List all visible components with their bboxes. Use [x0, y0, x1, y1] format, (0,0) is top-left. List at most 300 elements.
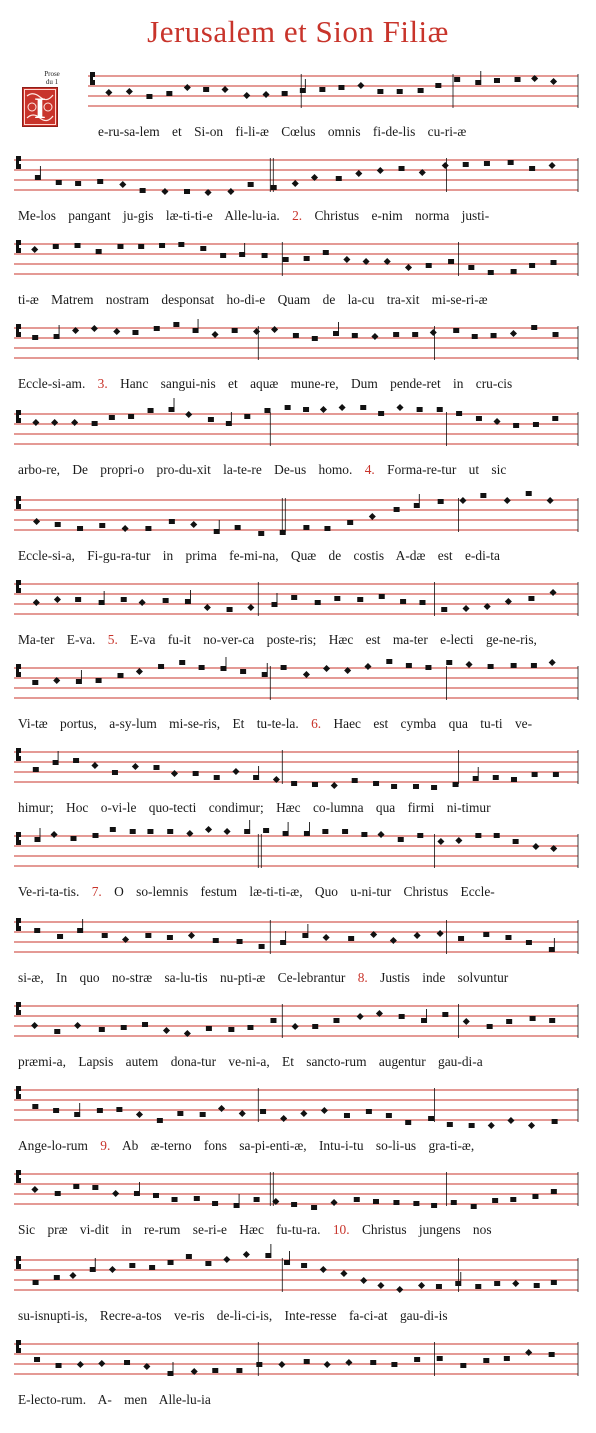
punctum-note: [386, 1113, 392, 1118]
punctum-note: [200, 246, 206, 251]
rhombus-note: [247, 604, 254, 611]
punctum-note: [167, 935, 173, 940]
punctum-note: [453, 782, 459, 787]
rhombus-note: [136, 668, 143, 675]
punctum-note: [212, 1368, 218, 1373]
punctum-note: [476, 416, 482, 421]
lyric-text: Christus jungens nos: [361, 1222, 492, 1237]
punctum-note: [121, 1025, 127, 1030]
lyric-text: Eccle-si-am.: [18, 376, 86, 391]
punctum-note: [373, 1199, 379, 1204]
punctum-note: [551, 1280, 557, 1285]
punctum-note: [460, 1363, 466, 1368]
punctum-note: [239, 252, 245, 257]
rhombus-note: [292, 1023, 299, 1030]
punctum-note: [528, 596, 534, 601]
punctum-note: [178, 242, 184, 247]
rhombus-note: [132, 763, 139, 770]
punctum-note: [247, 1025, 253, 1030]
rhombus-note: [323, 665, 330, 672]
punctum-note: [446, 660, 452, 665]
rhombus-note: [455, 837, 462, 844]
punctum-note: [532, 772, 538, 777]
rhombus-note: [243, 92, 250, 99]
punctum-note: [167, 1371, 173, 1376]
punctum-note: [54, 334, 60, 339]
punctum-note: [494, 1281, 500, 1286]
punctum-note: [451, 1200, 457, 1205]
punctum-note: [504, 1356, 510, 1361]
punctum-note: [213, 938, 219, 943]
punctum-note: [405, 1120, 411, 1125]
punctum-note: [262, 672, 268, 677]
punctum-note: [534, 1283, 540, 1288]
punctum-note: [96, 249, 102, 254]
punctum-note: [442, 1012, 448, 1017]
punctum-note: [511, 777, 517, 782]
punctum-note: [99, 600, 105, 605]
punctum-note: [285, 405, 291, 410]
punctum-note: [259, 944, 265, 949]
punctum-note: [138, 244, 144, 249]
verse-number: 8.: [357, 970, 368, 985]
punctum-note: [121, 597, 127, 602]
punctum-note: [323, 250, 329, 255]
punctum-note: [206, 1026, 212, 1031]
punctum-note: [393, 1200, 399, 1205]
lyric-text: Haec est cymba qua tu-ti ve-: [333, 716, 533, 731]
punctum-note: [35, 175, 41, 180]
rhombus-note: [278, 1361, 285, 1368]
punctum-note: [344, 1113, 350, 1118]
punctum-note: [347, 520, 353, 525]
rhombus-note: [122, 525, 129, 532]
rhombus-note: [360, 1277, 367, 1284]
rhombus-note: [31, 246, 38, 253]
punctum-note: [458, 936, 464, 941]
punctum-note: [234, 1203, 240, 1208]
punctum-note: [551, 1189, 557, 1194]
punctum-note: [169, 519, 175, 524]
punctum-note: [515, 77, 521, 82]
punctum-note: [142, 1022, 148, 1027]
c-clef: [16, 832, 21, 845]
punctum-note: [117, 244, 123, 249]
punctum-note: [253, 775, 259, 780]
punctum-note: [475, 833, 481, 838]
punctum-note: [532, 1194, 538, 1199]
c-clef: [16, 748, 21, 761]
lyric-text: himur; Hoc o-vi-le quo-tecti condimur; Hæc co-lumna qua firmi ni-timur: [18, 800, 491, 815]
punctum-note: [455, 1281, 461, 1286]
punctum-note: [227, 607, 233, 612]
punctum-note: [280, 530, 286, 535]
punctum-note: [511, 663, 517, 668]
punctum-note: [157, 1118, 163, 1123]
punctum-note: [488, 664, 494, 669]
lyric-text: si-æ, In quo no-stræ sa-lu-tis nu-pti-æ Ce-lebrantur: [18, 970, 346, 985]
punctum-note: [513, 423, 519, 428]
rhombus-note: [105, 89, 112, 96]
punctum-note: [511, 269, 517, 274]
rhombus-note: [54, 596, 61, 603]
punctum-note: [53, 244, 59, 249]
punctum-note: [116, 1107, 122, 1112]
punctum-note: [425, 665, 431, 670]
c-clef: [16, 496, 21, 509]
punctum-note: [475, 1284, 481, 1289]
punctum-note: [34, 1357, 40, 1362]
punctum-note: [311, 1205, 317, 1210]
lyric-text: Me-los pangant ju-gis læ-ti-ti-e Alle-lu-ia.: [18, 208, 280, 223]
punctum-note: [342, 829, 348, 834]
rhombus-note: [91, 762, 98, 769]
punctum-note: [414, 503, 420, 508]
punctum-note: [291, 595, 297, 600]
rhombus-note: [528, 1122, 535, 1129]
lyric-text: præmi-a, Lapsis autem dona-tur ve-ni-a, Et sancto-rum augentur gau-di-a: [18, 1054, 483, 1069]
rhombus-note: [221, 86, 228, 93]
punctum-note: [492, 1198, 498, 1203]
lyric-text: Ma-ter E-va.: [18, 632, 96, 647]
punctum-note: [256, 1362, 262, 1367]
rhombus-note: [303, 671, 310, 678]
rhombus-note: [232, 768, 239, 775]
rhombus-note: [280, 1115, 287, 1122]
punctum-note: [34, 837, 40, 842]
rhombus-note: [331, 782, 338, 789]
rhombus-note: [253, 328, 260, 335]
punctum-note: [263, 828, 269, 833]
rhombus-note: [239, 1110, 246, 1117]
lyric-text: E-va fu-it no-ver-ca poste-ris; Hæc est ma-ter e-lecti ge-ne-ris,: [130, 632, 537, 647]
rhombus-note: [377, 1282, 384, 1289]
punctum-note: [128, 414, 134, 419]
punctum-note: [533, 422, 539, 427]
rhombus-note: [32, 419, 39, 426]
punctum-note: [472, 334, 478, 339]
lyric-text: ti-æ Matrem nostram desponsat ho-di-e Quam de la-cu tra-xit mi-se-ri-æ: [18, 292, 488, 307]
c-clef: [90, 72, 95, 85]
punctum-note: [549, 1352, 555, 1357]
punctum-note: [391, 1362, 397, 1367]
punctum-note: [549, 947, 555, 952]
verse-number: 10.: [332, 1222, 350, 1237]
punctum-note: [77, 928, 83, 933]
rhombus-note: [549, 162, 556, 169]
c-clef: [16, 918, 21, 931]
punctum-note: [92, 1185, 98, 1190]
punctum-note: [199, 665, 205, 670]
punctum-note: [130, 829, 136, 834]
page-title: Jerusalem et Sion Filiæ: [147, 14, 449, 49]
c-clef: [16, 156, 21, 169]
punctum-note: [378, 411, 384, 416]
punctum-note: [322, 829, 328, 834]
rhombus-note: [300, 1110, 307, 1117]
punctum-note: [431, 1203, 437, 1208]
rhombus-note: [218, 1105, 225, 1112]
punctum-note: [169, 407, 175, 412]
punctum-note: [293, 333, 299, 338]
punctum-note: [453, 328, 459, 333]
punctum-note: [399, 166, 405, 171]
punctum-note: [348, 936, 354, 941]
punctum-note: [483, 932, 489, 937]
punctum-note: [55, 1191, 61, 1196]
punctum-note: [73, 1184, 79, 1189]
punctum-note: [312, 336, 318, 341]
punctum-note: [282, 91, 288, 96]
punctum-note: [435, 83, 441, 88]
verse-number: 7.: [91, 884, 102, 899]
punctum-note: [54, 1029, 60, 1034]
punctum-note: [74, 1112, 80, 1117]
punctum-note: [220, 666, 226, 671]
punctum-note: [529, 166, 535, 171]
rhombus-note: [163, 1027, 170, 1034]
rhombus-note: [357, 1013, 364, 1020]
punctum-note: [244, 414, 250, 419]
punctum-note: [260, 1109, 266, 1114]
rhombus-note: [357, 82, 364, 89]
punctum-note: [354, 1197, 360, 1202]
punctum-note: [97, 179, 103, 184]
rhombus-note: [340, 1270, 347, 1277]
punctum-note: [493, 775, 499, 780]
punctum-note: [510, 1197, 516, 1202]
punctum-note: [549, 1018, 555, 1023]
punctum-note: [508, 160, 514, 165]
punctum-note: [53, 760, 59, 765]
punctum-note: [419, 600, 425, 605]
lyric-text: su-isnupti-is, Recre-a-tos ve-ris de-li-ci-is, Inte-resse fa-ci-at gau-di-is: [18, 1308, 448, 1323]
rhombus-note: [549, 659, 556, 666]
rhombus-note: [462, 605, 469, 612]
punctum-note: [99, 523, 105, 528]
punctum-note: [102, 933, 108, 938]
rhombus-note: [550, 78, 557, 85]
punctum-note: [117, 673, 123, 678]
punctum-note: [399, 1014, 405, 1019]
punctum-note: [551, 260, 557, 265]
punctum-note: [469, 1123, 475, 1128]
rhombus-note: [532, 843, 539, 850]
rhombus-note: [430, 329, 437, 336]
punctum-note: [228, 1027, 234, 1032]
rhombus-note: [292, 180, 299, 187]
punctum-note: [431, 785, 437, 790]
punctum-note: [552, 416, 558, 421]
punctum-note: [167, 829, 173, 834]
rhombus-note: [364, 663, 371, 670]
rhombus-note: [324, 1361, 331, 1368]
lyric-text: Justis inde solvuntur: [380, 970, 509, 985]
c-clef: [16, 1256, 21, 1269]
punctum-note: [71, 836, 77, 841]
punctum-note: [57, 934, 63, 939]
lyric-text: Hanc sangui-nis et aquæ mune-re, Dum pende-ret in cru-cis: [120, 376, 513, 391]
rhombus-note: [223, 1256, 230, 1263]
punctum-note: [505, 935, 511, 940]
rhombus-note: [369, 513, 376, 520]
rhombus-note: [377, 167, 384, 174]
rhombus-note: [442, 162, 449, 169]
punctum-note: [56, 180, 62, 185]
punctum-note: [77, 526, 83, 531]
punctum-note: [92, 421, 98, 426]
lyric-text: Christus e-nim norma justi-: [314, 208, 490, 223]
punctum-note: [153, 1193, 159, 1198]
c-clef: [16, 324, 21, 337]
lyric-text: e-ru-sa-lem et Si-on fi-li-æ Cœlus omnis fi-de-lis cu-ri-æ: [98, 124, 467, 139]
rhombus-note: [224, 828, 231, 835]
punctum-note: [281, 665, 287, 670]
punctum-note: [448, 259, 454, 264]
punctum-note: [109, 415, 115, 420]
punctum-note: [55, 522, 61, 527]
punctum-note: [134, 1191, 140, 1196]
punctum-note: [418, 88, 424, 93]
punctum-note: [426, 263, 432, 268]
punctum-note: [32, 680, 38, 685]
punctum-note: [488, 270, 494, 275]
punctum-note: [301, 1263, 307, 1268]
rhombus-note: [550, 589, 557, 596]
rhombus-note: [33, 518, 40, 525]
punctum-note: [406, 663, 412, 668]
punctum-note: [193, 771, 199, 776]
rhombus-note: [547, 497, 554, 504]
rhombus-note: [339, 404, 346, 411]
punctum-note: [56, 1363, 62, 1368]
punctum-note: [370, 1360, 376, 1365]
rhombus-note: [109, 1266, 116, 1273]
punctum-note: [226, 421, 232, 426]
punctum-note: [212, 1201, 218, 1206]
punctum-note: [177, 1111, 183, 1116]
punctum-note: [235, 525, 241, 530]
punctum-note: [168, 1260, 174, 1265]
punctum-note: [265, 1253, 271, 1258]
verse-number: 6.: [311, 716, 322, 731]
rhombus-note: [507, 1117, 514, 1124]
rhombus-note: [171, 770, 178, 777]
caption-line-1: Prose: [44, 70, 60, 78]
punctum-note: [110, 827, 116, 832]
punctum-note: [480, 493, 486, 498]
punctum-note: [531, 325, 537, 330]
punctum-note: [148, 408, 154, 413]
rhombus-note: [345, 1359, 352, 1366]
punctum-note: [291, 1202, 297, 1207]
punctum-note: [214, 529, 220, 534]
verse-number: 3.: [97, 376, 108, 391]
punctum-note: [208, 417, 214, 422]
rhombus-note: [437, 838, 444, 845]
verse-number: 9.: [100, 1138, 111, 1153]
rhombus-note: [331, 1199, 338, 1206]
lyric-text: Ange-lo-rum: [18, 1138, 88, 1153]
punctum-note: [179, 660, 185, 665]
verse-number: 2.: [292, 208, 303, 223]
punctum-note: [366, 1109, 372, 1114]
punctum-note: [248, 182, 254, 187]
c-clef: [16, 1002, 21, 1015]
rhombus-note: [212, 331, 219, 338]
rhombus-note: [188, 932, 195, 939]
rhombus-note: [437, 930, 444, 937]
punctum-note: [220, 253, 226, 258]
punctum-note: [303, 407, 309, 412]
rhombus-note: [51, 419, 58, 426]
punctum-note: [97, 1108, 103, 1113]
punctum-note: [494, 78, 500, 83]
rhombus-note: [119, 181, 126, 188]
rhombus-note: [31, 1186, 38, 1193]
punctum-note: [193, 328, 199, 333]
rhombus-note: [343, 256, 350, 263]
rhombus-note: [525, 1349, 532, 1356]
lyric-text: Ve-ri-ta-tis.: [18, 884, 80, 899]
punctum-note: [304, 1359, 310, 1364]
punctum-note: [302, 933, 308, 938]
rhombus-note: [390, 937, 397, 944]
punctum-note: [373, 781, 379, 786]
lyric-text: Ab æ-terno fons sa-pi-enti-æ, Intu-i-tu so-li-us gra-ti-æ,: [121, 1138, 475, 1153]
lyric-text: O so-lemnis festum læ-ti-ti-æ, Quo u-ni-tur Christus Eccle-: [114, 884, 495, 899]
punctum-note: [312, 782, 318, 787]
punctum-note: [526, 940, 532, 945]
punctum-note: [414, 1357, 420, 1362]
lyric-text: Forma-re-tur ut sic: [387, 462, 507, 477]
punctum-note: [262, 253, 268, 258]
initial-letter: I: [34, 92, 46, 125]
verse-number: 5.: [107, 632, 118, 647]
punctum-note: [34, 928, 40, 933]
punctum-note: [352, 333, 358, 338]
punctum-note: [200, 1112, 206, 1117]
punctum-note: [140, 188, 146, 193]
punctum-note: [494, 833, 500, 838]
punctum-note: [280, 940, 286, 945]
rhombus-note: [463, 1018, 470, 1025]
punctum-note: [75, 243, 81, 248]
punctum-note: [315, 600, 321, 605]
punctum-note: [203, 87, 209, 92]
punctum-note: [333, 1018, 339, 1023]
rhombus-note: [466, 661, 473, 668]
punctum-note: [99, 1027, 105, 1032]
rhombus-note: [136, 1111, 143, 1118]
rhombus-note: [227, 188, 234, 195]
punctum-note: [412, 332, 418, 337]
punctum-note: [417, 833, 423, 838]
rhombus-note: [31, 1022, 38, 1029]
punctum-note: [194, 1196, 200, 1201]
punctum-note: [75, 181, 81, 186]
rhombus-note: [74, 1022, 81, 1029]
verse-number: 4.: [364, 462, 375, 477]
c-clef: [16, 664, 21, 677]
rhombus-note: [69, 1272, 76, 1279]
punctum-note: [319, 87, 325, 92]
punctum-note: [552, 1119, 558, 1124]
punctum-note: [441, 607, 447, 612]
punctum-note: [32, 1104, 38, 1109]
rhombus-note: [405, 264, 412, 271]
punctum-note: [158, 664, 164, 669]
